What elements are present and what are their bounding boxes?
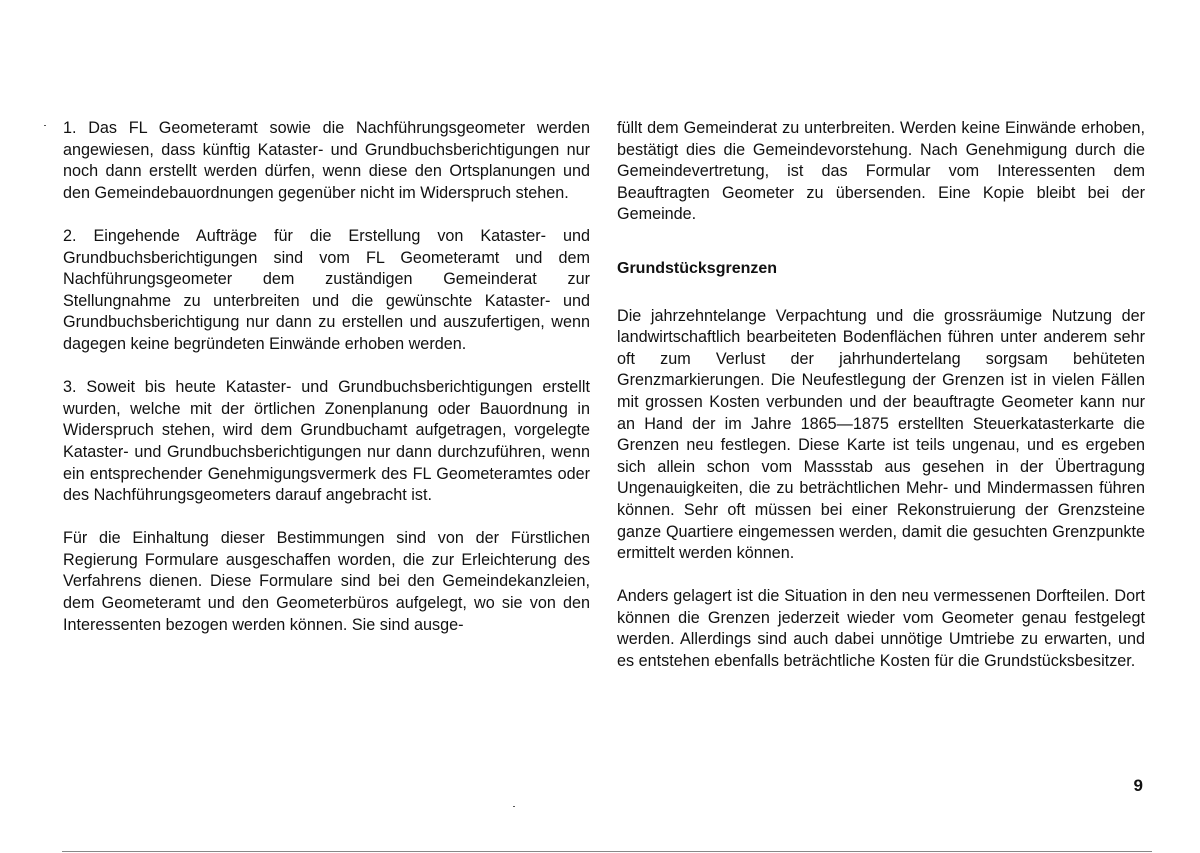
scan-speck xyxy=(513,806,515,807)
paragraph-1: 1. Das FL Geometeramt sowie die Nachführungsgeometer werden angewiesen, dass künftig Kataster- und Grundbuchsberichtigungen nur noch dann erstellt werden dürfen, wenn diese den Ortsplanungen und den Gemeindebauordnungen gegenüber nicht im Widerspruch stehen. xyxy=(63,119,590,202)
section-heading: Grundstücksgrenzen xyxy=(617,259,778,277)
paragraph-4: Für die Einhaltung dieser Bestimmungen sind von der Fürstlichen Regierung Formulare ausgeschaffen worden, die zur Erleichterung des Verfahrens dienen. Diese Formulare sind bei den Gemeindekanzleien, dem Geometeramt und den Geometerbüros aufgelegt, wo sie von den Interessenten bezogen werden können. Sie sind ausge- xyxy=(63,529,590,634)
paragraph-3: 3. Soweit bis heute Kataster- und Grundbuchsberichtigungen erstellt wurden, welche mit der örtlichen Zonenplanung oder Bauordnung in Widerspruch stehen, wird dem Grundbuchamt aufgetragen, vorgelegte Kataster- und Grundbuchsberichtigungen nur dann durchzuführen, wenn ein entsprechender Genehmigungsvermerk des FL Geometeramtes oder des Nachführungsgeometers darauf angebracht ist. xyxy=(63,378,590,505)
page-number: 9 xyxy=(1133,776,1143,795)
continuation-paragraph: füllt dem Gemeinderat zu unterbreiten. Werden keine Einwände erhoben, bestätigt dies die Gemeindevorstehung. Nach Genehmigung durch die Gemeindevertretung, ist das Formular vom Interessenten dem Beauftragten Geometer zu übersenden. Eine Kopie bleibt bei der Gemeinde. xyxy=(617,119,1145,224)
paragraph-5: Die jahrzehntelange Verpachtung und die grossräumige Nutzung der landwirtschaftlich bearbeiteten Bodenflächen führen unter anderem sehr oft zum Verlust der jahrhundertelang sorgsam behüteten Grenzmarkierungen. Die Neufestlegung der Grenzen ist in vielen Fällen mit grossen Kosten verbunden und der beauftragte Geometer kann nur an Hand der im Jahre 1865—1875 erstellten Steuerkatasterkarte die Grenzen neu festlegen. Diese Karte ist teils ungenau, und es ergeben sich allein schon vom Massstab aus gesehen in der Übertragung Ungenauigkeiten, die zu beträchtlichen Mehr- und Mindermassen führen können. Sehr oft müssen bei einer Rekonstruierung der Grenzsteine ganze Quartiere eingemessen werden, damit die gesuchten Grenzpunkte ermittelt werden können. xyxy=(617,306,1145,563)
paragraph-2: 2. Eingehende Aufträge für die Erstellung von Kataster- und Grundbuchsberichtigungen sind vom FL Geometeramt und dem Nachführungsgeometer dem zuständigen Gemeinderat zur Stellungnahme zu unterbreiten und die gewünschte Kataster- und Grundbuchsberichtigung nur dann zu erstellen und auszufertigen, wenn dagegen keine begründeten Einwände erhoben werden. xyxy=(63,226,590,353)
right-column xyxy=(617,118,1145,694)
paragraph-6: Anders gelagert ist die Situation in den neu vermessenen Dorfteilen. Dort können die Grenzen jederzeit wieder vom Geometer genau festgelegt werden. Allerdings sind auch dabei unnötige Umtriebe zu erwarten, und es entstehen ebenfalls beträchtliche Kosten für die Grundstücksbesitzer. xyxy=(617,587,1145,671)
scan-speck xyxy=(44,125,46,126)
bottom-rule xyxy=(62,851,1152,852)
left-column xyxy=(63,118,590,658)
